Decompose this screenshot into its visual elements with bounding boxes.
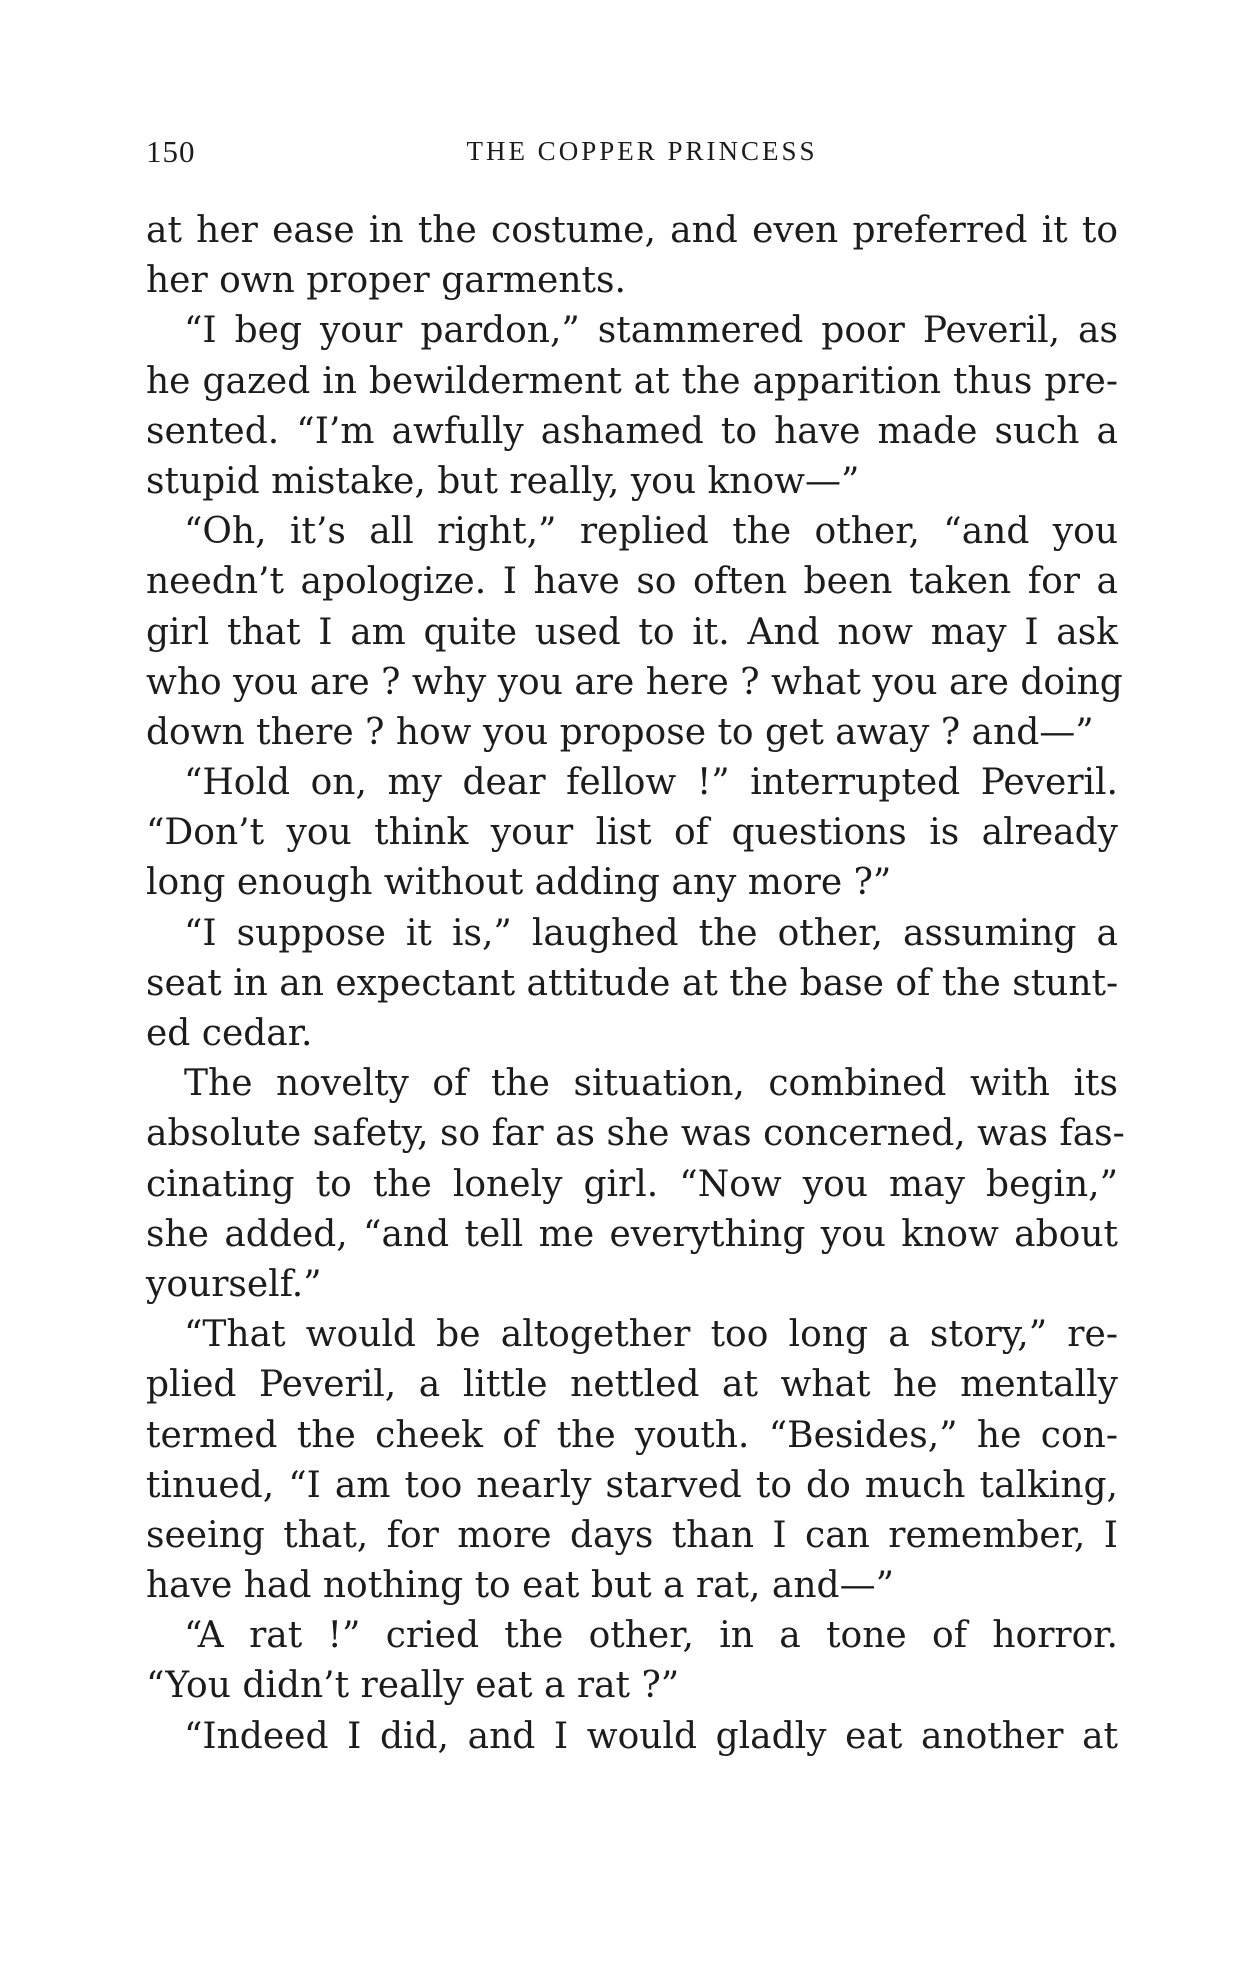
text-line: “A rat !” cried the other, in a tone of horror. bbox=[184, 1615, 1118, 1657]
text-line: tinued, “I am too nearly starved to do much talking, bbox=[146, 1464, 1118, 1506]
text-line: needn’t apologize. I have so often been taken for a bbox=[146, 561, 1118, 603]
text-line: seat in an expectant attitude at the base of the stunt- bbox=[146, 962, 1119, 1004]
text-line: she added, “and tell me everything you know about bbox=[146, 1213, 1118, 1255]
text-line: “I beg your pardon,” stammered poor Peveril, as bbox=[184, 310, 1118, 352]
text-line: termed the cheek of the youth. “Besides,” he con- bbox=[146, 1414, 1118, 1456]
text-line: “Hold on, my dear fellow !” interrupted Peveril. bbox=[184, 762, 1118, 804]
text-line: at her ease in the costume, and even preferred it to bbox=[146, 210, 1118, 251]
text-line: “I suppose it is,” laughed the other, assuming a bbox=[184, 912, 1118, 954]
text-line: plied Peveril, a little nettled at what he mentally bbox=[146, 1364, 1118, 1406]
text-line: stupid mistake, but really, you know—” bbox=[146, 460, 860, 502]
text-line: her own proper garments. bbox=[146, 260, 626, 302]
text-line: seeing that, for more days than I can remember, I bbox=[146, 1514, 1118, 1556]
text-line: down there ? how you propose to get away ? and—” bbox=[146, 711, 1094, 753]
text-line: who you are ? why you are here ? what you are doing bbox=[146, 661, 1123, 703]
body-text bbox=[146, 206, 1125, 1762]
text-line: yourself.” bbox=[146, 1263, 322, 1305]
text-line: have had nothing to eat but a rat, and—” bbox=[146, 1565, 895, 1607]
page-number: 150 bbox=[146, 134, 196, 169]
page-header bbox=[146, 134, 1118, 174]
text-line: “Indeed I did, and I would gladly eat another at bbox=[184, 1715, 1118, 1757]
text-line: ed cedar. bbox=[146, 1013, 313, 1054]
text-line: The novelty of the situation, combined with its bbox=[184, 1063, 1118, 1105]
text-line: he gazed in bewilderment at the apparition thus pre- bbox=[146, 360, 1118, 402]
text-line: sented. “I’m awfully ashamed to have made such a bbox=[146, 410, 1118, 452]
text-line: cinating to the lonely girl. “Now you may begin,” bbox=[146, 1163, 1118, 1205]
text-line: long enough without adding any more ?” bbox=[146, 862, 892, 904]
text-line: girl that I am quite used to it. And now may I ask bbox=[146, 611, 1118, 653]
text-line: absolute safety, so far as she was concerned, was fas- bbox=[146, 1113, 1125, 1155]
running-title: THE COPPER PRINCESS bbox=[466, 136, 818, 166]
text-line: “That would be altogether too long a story,” re- bbox=[184, 1314, 1118, 1356]
text-line: “Don’t you think your list of questions is already bbox=[146, 812, 1118, 854]
text-line: “Oh, it’s all right,” replied the other, “and you bbox=[184, 511, 1118, 553]
text-line: “You didn’t really eat a rat ?” bbox=[146, 1665, 680, 1707]
